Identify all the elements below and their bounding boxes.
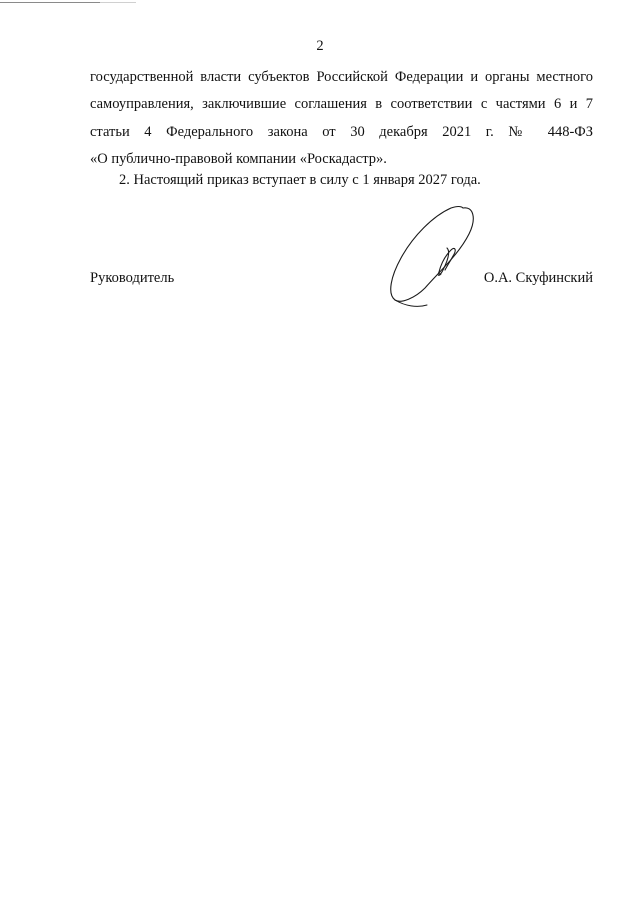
page-number: 2 (316, 38, 324, 54)
paragraph-1-line-2: самоуправления, заключившие соглашения в соответствии с частями 6 и 7 (90, 96, 593, 113)
scan-artifact-line (0, 2, 100, 3)
signer-name: О.А. Скуфинский (483, 270, 593, 286)
scan-artifact-line-faint (100, 2, 136, 3)
paragraph-1-line-1: государственной власти субъектов Российской Федерации и органы местного (90, 69, 593, 85)
handwritten-signature (385, 200, 480, 312)
paragraph-1-line-3: статьи 4 Федерального закона от 30 декабря 2021 г. № 448-ФЗ (90, 123, 593, 140)
paragraph-1 (90, 64, 593, 173)
signer-position: Руководитель (90, 270, 175, 286)
paragraph-1-line-4: «О публично-правовой компании «Роскадастр». (90, 150, 387, 167)
paragraph-2: 2. Настоящий приказ вступает в силу с 1 января 2027 года. (119, 172, 481, 188)
